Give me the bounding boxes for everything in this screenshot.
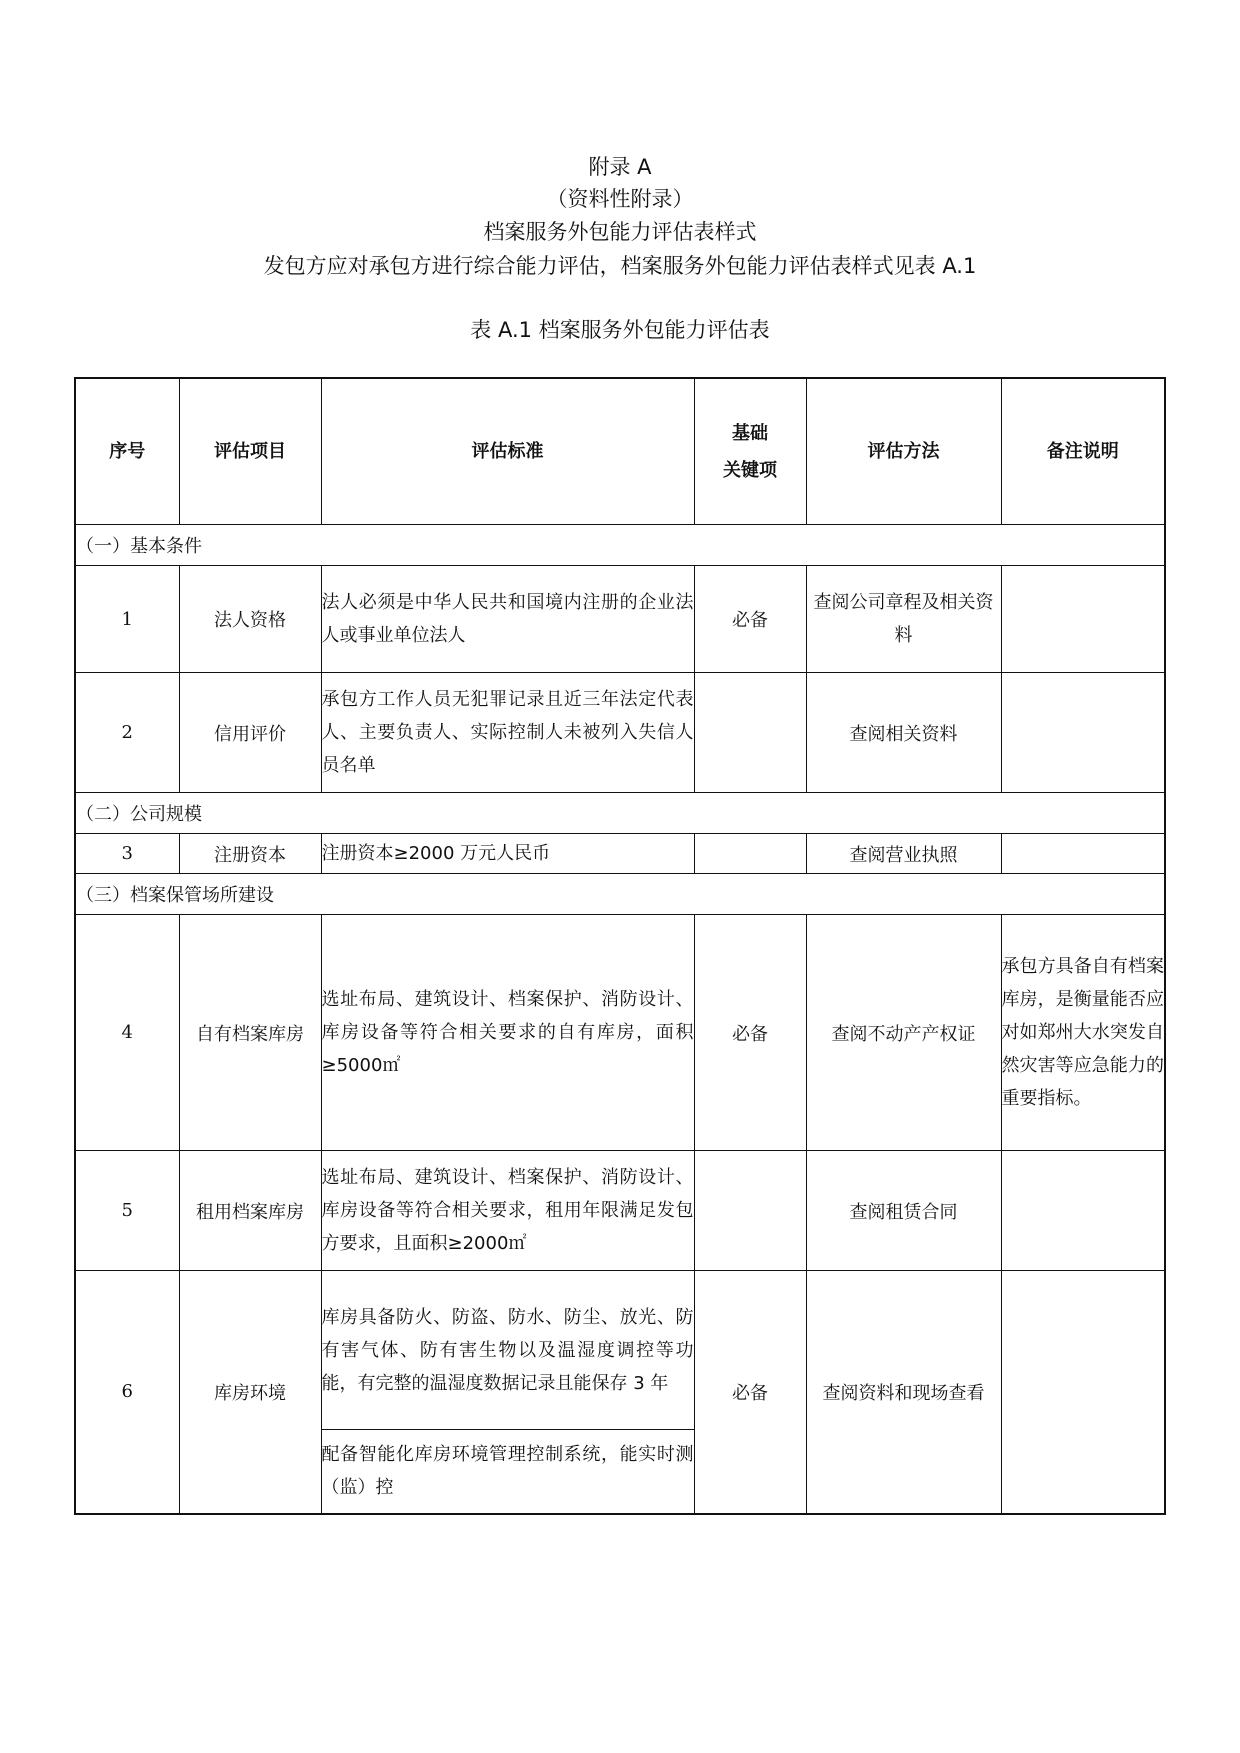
cell-item: 信用评价 xyxy=(179,673,321,793)
cell-note xyxy=(1001,1151,1165,1271)
table-row xyxy=(75,1271,1165,1430)
cell-method: 查阅租赁合同 xyxy=(806,1151,1001,1271)
cell-item: 注册资本 xyxy=(179,834,321,874)
cell-method: 查阅营业执照 xyxy=(806,834,1001,874)
cell-standard: 库房具备防火、防盗、防水、防尘、放光、防有害气体、防有害生物以及温湿度调控等功能，有完整的温湿度数据记录且能保存 3 年 xyxy=(321,1271,694,1430)
cell-standard: 选址布局、建筑设计、档案保护、消防设计、库房设备等符合相关要求，租用年限满足发包方要求，且面积≥2000㎡ xyxy=(321,1151,694,1271)
section-row xyxy=(75,525,1165,566)
table-caption: 表 A.1 档案服务外包能力评估表 xyxy=(470,318,770,342)
cell-item: 租用档案库房 xyxy=(179,1151,321,1271)
cell-method: 查阅资料和现场查看 xyxy=(806,1271,1001,1514)
table-row xyxy=(75,834,1165,874)
cell-standard: 注册资本≥2000 万元人民币 xyxy=(321,834,694,874)
cell-note: 承包方具备自有档案库房，是衡量能否应对如郑州大水突发自然灾害等应急能力的重要指标。 xyxy=(1001,915,1165,1151)
cell-key xyxy=(694,834,806,874)
cell-key xyxy=(694,1151,806,1271)
appendix-title: 档案服务外包能力评估表样式 xyxy=(483,220,757,244)
cell-standard: 选址布局、建筑设计、档案保护、消防设计、库房设备等符合相关要求的自有库房，面积≥5000㎡ xyxy=(321,915,694,1151)
evaluation-table xyxy=(74,377,1166,1515)
cell-method: 查阅相关资料 xyxy=(806,673,1001,793)
cell-note xyxy=(1001,834,1165,874)
cell-item: 法人资格 xyxy=(179,566,321,673)
column-header-note: 备注说明 xyxy=(1001,378,1165,525)
section-scale: （二）公司规模 xyxy=(75,793,1165,834)
column-header-no: 序号 xyxy=(75,378,179,525)
column-header-method: 评估方法 xyxy=(806,378,1001,525)
cell-no: 4 xyxy=(75,915,179,1151)
cell-no: 5 xyxy=(75,1151,179,1271)
column-header-key: 基础 关键项 xyxy=(694,378,806,525)
appendix-label: 附录 A xyxy=(588,155,652,179)
table-row xyxy=(75,566,1165,673)
table-row xyxy=(75,1151,1165,1271)
cell-standard: 承包方工作人员无犯罪记录且近三年法定代表人、主要负责人、实际控制人未被列入失信人员名单 xyxy=(321,673,694,793)
cell-no: 2 xyxy=(75,673,179,793)
cell-note xyxy=(1001,673,1165,793)
appendix-nature: （资料性附录） xyxy=(546,187,694,211)
cell-standard: 法人必须是中华人民共和国境内注册的企业法人或事业单位法人 xyxy=(321,566,694,673)
section-row xyxy=(75,874,1165,915)
table-row xyxy=(75,673,1165,793)
cell-item: 库房环境 xyxy=(179,1271,321,1514)
column-header-item: 评估项目 xyxy=(179,378,321,525)
cell-no: 6 xyxy=(75,1271,179,1514)
cell-method: 查阅不动产产权证 xyxy=(806,915,1001,1151)
section-row xyxy=(75,793,1165,834)
cell-no: 3 xyxy=(75,834,179,874)
cell-key: 必备 xyxy=(694,1271,806,1514)
section-basic: （一）基本条件 xyxy=(75,525,1165,566)
cell-no: 1 xyxy=(75,566,179,673)
cell-standard-extra: 配备智能化库房环境管理控制系统，能实时测（监）控 xyxy=(321,1430,694,1514)
column-header-standard: 评估标准 xyxy=(321,378,694,525)
cell-note xyxy=(1001,1271,1165,1514)
table-row xyxy=(75,915,1165,1151)
cell-key: 必备 xyxy=(694,915,806,1151)
cell-key xyxy=(694,673,806,793)
section-storage: （三）档案保管场所建设 xyxy=(75,874,1165,915)
table-header-row xyxy=(75,378,1165,525)
cell-note xyxy=(1001,566,1165,673)
cell-key: 必备 xyxy=(694,566,806,673)
cell-method: 查阅公司章程及相关资料 xyxy=(806,566,1001,673)
cell-item: 自有档案库房 xyxy=(179,915,321,1151)
intro-sentence: 发包方应对承包方进行综合能力评估，档案服务外包能力评估表样式见表 A.1 xyxy=(263,254,977,278)
